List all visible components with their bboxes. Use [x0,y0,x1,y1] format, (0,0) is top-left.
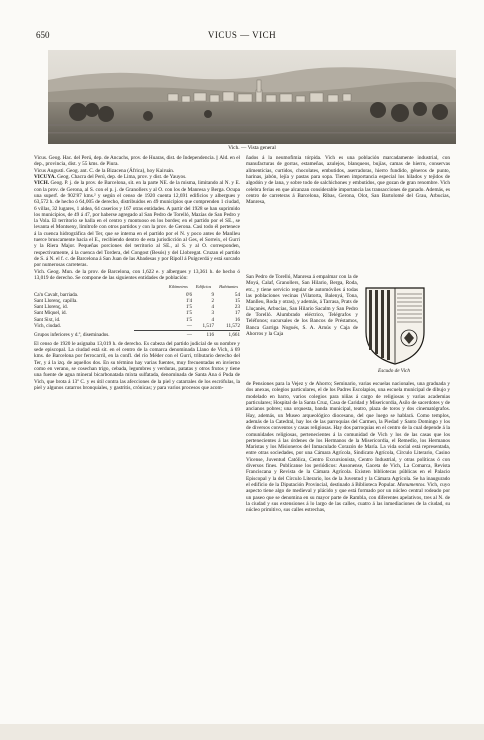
table-cell-km: — [186,332,192,339]
entry-vich-description: El censo de 1920 le asignaba 13,019 h. de derecho. Es cabeza del partido judicial de su nombre y sede episcopal. La ciudad está sit. en el centro de la comarca denominada Llano de Vich, á 69 kms. de Barcelona por ferrocarril, en la confl. del río Méder con el Gurri, tributario derecho del Ter, y á la izq. de aquellos dos. En su término hay varias fuentes, muy frecuentadas en invierno como en verano, se cosechan trigo, cebada, legumbres y verduras, patatas y otros frutos y tiene una fuente de agua mineral bicarbonatada mixta sulfatada, denominada de Santa Ana ó Puda de Vich, que brota á 13º C. y es útil contra las afecciones de la piel y catarrales de los escrófulas, la piel y algunos catarros bronquiales, y gastritis, crónicas; y para varios procesos que acom- [34,340,240,391]
table-cell-edificios: 4 [211,304,214,311]
table-cell-habitantes: 1,661 [228,332,240,339]
monuments-heading: Monumentos. [397,482,426,488]
table-cell-habitantes: 54 [234,291,240,298]
table-col-habitantes: Habitantes [219,284,238,290]
right-column-bottom [246,381,450,514]
page-bottom-strip [0,724,484,740]
table-cell-km: 0'6 [185,291,192,298]
table-cell-habitantes: 11,572 [226,323,240,330]
table-header [34,284,240,290]
left-column [34,155,240,391]
table-cell-km: 1'5 [185,316,192,323]
coat-of-arms-caption: Escudo de Vich [378,368,410,374]
table-cell-km: 1'5 [185,310,192,317]
page-number: 650 [36,30,50,40]
entry-text: Geog. Chacra del Perú, dep. de Lima, prov. y dist. de Yauyos. [55,173,187,180]
table-cell-habitantes: 23 [234,304,240,311]
running-title: VICUS — VICH [207,30,277,40]
table-cell-name: Sant Sixt, id. [34,316,61,323]
right-column-wrap-text: San Pedro de Torelló, Manresa á empalmar con la de Moyá, Calaf, Granollers, San Hilario, Berga, Roda, etc., y tiene servicio regular de automóviles á todas las poblaciones vecinas (Vilatorta, Balenyá, Tona, Manlleu, Roda y otras), y además, á Tarrasa, Prats de Lluçanès, Arbucias, San Hilario Sacalm y San Pedro de Torelló. Alumbrado eléctrico, Telégrafos y Teléfonos; sucursales de los Bancos de Préstamos, Banca Garriga Nogués, S. A. Arnús y Caja de Ahorros y la Caja [246,274,358,337]
table-cell-habitantes: 16 [234,316,240,323]
table-cell-name: Ca'n Cavalt, barriada. [34,291,79,298]
entry-heading: VICH. [34,180,50,187]
table-cell-name: Vich, ciudad. [34,323,61,330]
table-col-edificios: Edificios [195,284,212,290]
table-col-km: Kilómetros [168,284,188,290]
entry-vicus-augusti: Vicus Augusti. Geog. ant. C. de la Bizacena (África), hoy Kairuán. [34,167,175,174]
right-column-body: de Pensiones para la Vejez y de Ahorro; Seminario, varias escuelas nacionales, una graduada y dos anexas, colegios particulares, el de los Padres Escolapios, una escuela municipal de dibujo y modelado en barro, varios colegios para niñas á cargo de religiosas y varias academias particulares; Hospital de la Santa Cruz, Casa de Caridad y Misericordia, Asilo de sacerdotes y de ancianos pobres; una orquesta, banda municipal, teatro, plaza de toros y dos cinematógrafos. Hay, además, un Museo arqueológico diocesano, del que luego se hablará. Como templos, además de la Catedral, hay los de las parroquias del Carmen, la Piedad y Santo Domingo y los de diversos conventos y casas religiosas. Hay dos parroquias en el centro de la cual depende á la comunidades religiosas, pertenecientes á la comunidad de Vich y los de las casas que los pertenecientes á las órdenes de los Hermanos de la Misericordia, el Remedio, los Hermanos Maristas y los Misioneros del Inmaculado Corazón de María. La vida social está representada, entre otras sociedades, por una Cámara Agrícola, Sindicato Agrícola, Círculo Literario, Casino Vicense, Juventud Católica, Centro Excursionista, Centro Industrial, y otras políticas ó con diversos fines. Publícanse los periódicos: Ausonense, Gaceta de Vich, La Comarca, Revista Franciscana y Revista de la Cámara Agrícola. Existen bibliotecas públicas en el Palacio Episcopal y la del Círculo Literario, los de la Juventud y la Cámara Agrícola. Se ha inaugurado el edificio de la Diputación Provincial, destinado á Biblioteca Popular. [246,381,450,488]
table-cell-edificios: 9 [211,291,214,298]
entry-heading: VICUYA. [34,173,56,180]
page-header [36,30,448,44]
entry-vicus: Vicus. Geog. Hac. del Perú, dep. de Ancachs, prov. de Huaras, dist. de Independencia. || Ald. en el dep., provincia, dist. y 55 kms. de Piura. [34,155,240,168]
table-cell-name: Sant Miquel, id. [34,310,67,317]
table-cell-edificios: 3 [211,310,214,317]
town-panorama-photo [48,50,456,144]
right-column-top: ñados á la neumofimia tórpida. Vich es una población marcadamente industrial, con manufacturas de gorras, estameñas, azulejos, blanqueos, bujías, camas de hierro, conservas alimenticias, curtidos, chocolates, embutidos, aserradoras, hierro fundido, géneros de punto, harinas, jabón, lejía y pastas para sopa. Tienen importancia especial los hilados y tejidos de algodón y de lana, y sobre todo de salchichones y embutidos, que gozan de gran renombre. Vich celebra ferias en que alcanzan considerable importancia las transacciones de ganado. Además, es centro de carreteras á Barcelona, Ribas, Gerona, Olot, San Bartolomé del Grau, Arbucias, Manresa, [246,155,450,206]
table-cell-km: 1'4 [185,297,192,304]
photo-caption: Vich. — Vista general [228,145,276,151]
entry-vich-municipio: Vich. Geog. Mun. de la prov. de Barcelona, con 1,622 e. y albergues y 13,361 h. de hecho ó 13,019 de derecho. Se compone de las siguientes entidades de población: [34,268,240,281]
table-cell-km: 1'5 [185,304,192,311]
table-cell-habitantes: 17 [234,310,240,317]
entry-vich-partido [34,180,240,268]
table-cell-habitantes: 15 [234,297,240,304]
monuments-text: Vich, cuyo aspecto tiene algo de medieval y plácido y que está formado por un núcleo central rodeado por un paseo que se denomina en su mayor parte de Rambla, con diferentes apelativos, tres al N. de la ciudad y sus extensiones á lo largo de las calles, cuatro á las inmediaciones de la ciudad, su núcleo primitivo, sus calles estrechas, [246,482,450,514]
table-cell-edificios: 116 [206,332,214,339]
table-rule [134,330,240,331]
table-cell-name: Sant Llorenç, capilla. [34,297,78,304]
table-cell-name: Sant Llorenç, id. [34,304,68,311]
coat-of-arms-image [364,286,426,366]
table-cell-edificios: 4 [211,316,214,323]
table-row [34,323,240,329]
table-cell-km: — [186,323,192,330]
table-cell-edificios: 2 [211,297,214,304]
entry-text: Geog. P. j. de la prov. de Barcelona, sit. en la parte NE. de la misma, limitando al N. y E. con la prov. de Gerona, al S. con el p. j. de Granollers y al O. con los de Manresa y Berga. Ocupa una superf. de 902'87 kms.² y según el censo de 1920 cuenta 12,691 edificios y albergues y 63,572 h. de hecho ó 64,005 de derecho, distribuidos en 49 municipios que comprenden 1 ciudad, 6 villas, 32 lugares, 1 aldea, 64 caseríos y 167 otras entidades. A partir del 1928 se han suprimido los municipios, de 49 á 47, por haberse agregado al San Pedro de Torelló, Mazías de San Pedro y la Vola. El territorio se halla en el centro y montuoso en los bordes; en el partido por el SE., se levanta el Montseny, limítrofe con otros partidos y con la prov. de Gerona. Casi todo él pertenece á la cuenca hidrográfica del Ter, que se interna en el partido por el N. y poco antes de Manlleu tuerce bruscamente hacia el E., recibiendo dentro de esta jurisdicción al Ges, el Sorreix, el Gurri y la Riera Major. Pequeñas porciones del territorio al SE., al S. y al O. corresponden, respectivamente, á la cuenca del Tordera, del Congost (Besós) y del Llobregat. Cruzan el partido de S. á N. el f. c. de Barcelona á San Juan de las Abadesas y por Ripoll á Puigcerdá y está surcado por numerosas carreteras. [34,180,240,269]
table-row [34,332,240,338]
table-cell-name: Grupos inferiores y d.º, diseminados. [34,332,110,339]
population-table [34,292,240,339]
table-cell-edificios: 1,517 [202,323,214,330]
